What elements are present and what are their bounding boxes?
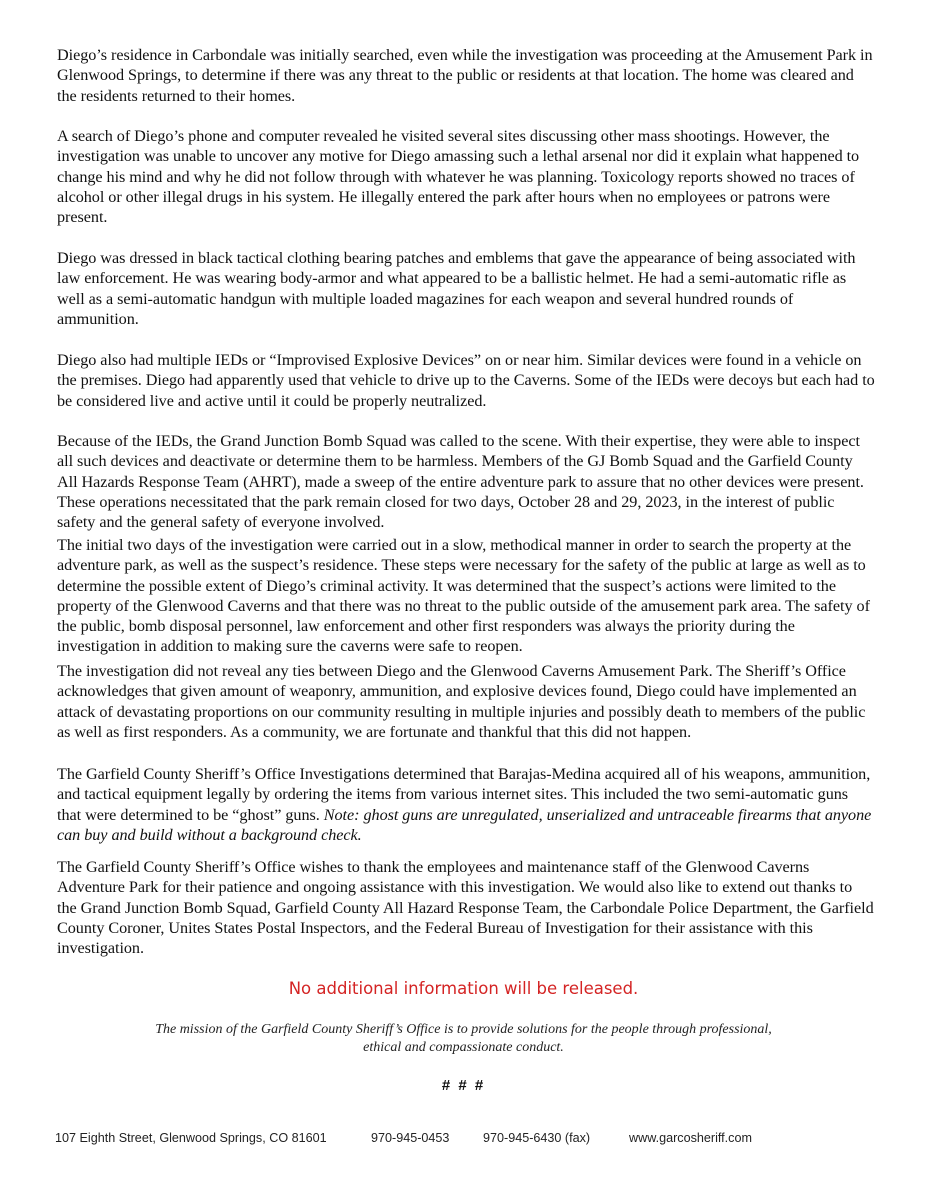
paragraph-ghost-guns	[57, 764, 875, 845]
paragraph-tactical-clothing: Diego was dressed in black tactical clothing bearing patches and emblems that gave the appearance of being associated with law enforcement. He was wearing body-armor and what appeared to be a ballistic helmet. He had a semi-automatic rifle as well as a semi-automatic handgun with multiple loaded magazines for each weapon and several hundred rounds of ammunition.	[57, 249, 856, 328]
paragraph-thanks: The Garfield County Sheriff’s Office wishes to thank the employees and maintenance staff of the Glenwood Caverns Adventure Park for their patience and ongoing assistance with this investigation. We would also like to extend out thanks to the Grand Junction Bomb Squad, Garfield County All Hazard Response Team, the Carbondale Police Department, the Garfield County Coroner, Unites States Postal Inspectors, and the Federal Bureau of Investigation for their assistance with this investigation.	[57, 858, 874, 958]
paragraph-carbondale-residence: Diego’s residence in Carbondale was initially searched, even while the investigation was proceeding at the Amusement Park in Glenwood Springs, to determine if there was any threat to the public or residents at that location. The home was cleared and the residents returned to their homes.	[57, 46, 873, 105]
no-additional-info-notice: No additional information will be released.	[288, 979, 639, 998]
paragraph-ieds: Diego also had multiple IEDs or “Improvised Explosive Devices” on or near him. Similar devices were found in a vehicle on the premises. Diego had apparently used that vehicle to drive up to the Caverns. Some of the IEDs were decoys but each had to be considered live and active until it could be properly neutralized.	[57, 351, 875, 410]
footer-phone: 970-945-0453	[371, 1131, 450, 1145]
footer-address: 107 Eighth Street, Glenwood Springs, CO 81601	[55, 1131, 327, 1145]
ghost-guns-note: Note: ghost guns are unregulated, unserialized and untraceable firearms that anyone can buy and build without a background check.	[57, 805, 872, 844]
footer-website-link[interactable]: www.garcosheriff.com	[629, 1131, 752, 1145]
ghost-guns-text: The Garfield County Sheriff’s Office Investigations determined that Barajas-Medina acquired all of his weapons, ammunition, and tactical equipment legally by ordering the items from various internet sites. This included the two semi-automatic guns that were determined to be “ghost” guns.	[57, 765, 871, 824]
paragraph-bomb-squad: Because of the IEDs, the Grand Junction Bomb Squad was called to the scene. With their expertise, they were able to inspect all such devices and deactivate or determine them to be harmless. Members of the GJ Bomb Squad and the Garfield County All Hazards Response Team (AHRT), made a sweep of the entire adventure park to assure that no other devices were present. These operations necessitated that the park remain closed for two days, October 28 and 29, 2023, in the interest of public safety and the general safety of everyone involved.	[57, 432, 864, 532]
footer-fax: 970-945-6430 (fax)	[483, 1131, 591, 1145]
paragraph-no-ties: The investigation did not reveal any ties between Diego and the Glenwood Caverns Amusement Park. The Sheriff’s Office acknowledges that given amount of weaponry, ammunition, and explosive devices found, Diego could have implemented an attack of devastating proportions on our community resulting in multiple injuries and possibly death to members of the public as well as first responders. As a community, we are fortunate and thankful that this did not happen.	[57, 662, 866, 741]
paragraph-phone-computer-search: A search of Diego’s phone and computer revealed he visited several sites discussing other mass shootings. However, the investigation was unable to uncover any motive for Diego amassing such a lethal arsenal nor did it explain what happened to change his mind and why he did not follow through with whatever he was planning. Toxicology reports showed no traces of alcohol or other illegal drugs in his system. He illegally entered the park after hours when no employees or patrons were present.	[57, 127, 860, 227]
mission-statement: The mission of the Garfield County Sheriff’s Office is to provide solutions for the people through professional, ethical and compassionate conduct.	[155, 1022, 772, 1055]
paragraph-initial-investigation: The initial two days of the investigation were carried out in a slow, methodical manner in order to search the property at the adventure park, as well as the suspect’s residence. These steps were necessary for the safety of the public at large as well as to determine the possible extent of Diego’s criminal activity. It was determined that the suspect’s actions were limited to the property of the Glenwood Caverns and that there was no threat to the public outside of the amusement park area. The safety of the public, bomb disposal personnel, law enforcement and other first responders was always the priority during the investigation in addition to making sure the caverns were safe to reopen.	[57, 536, 870, 656]
end-of-release-mark: # # #	[441, 1077, 486, 1094]
